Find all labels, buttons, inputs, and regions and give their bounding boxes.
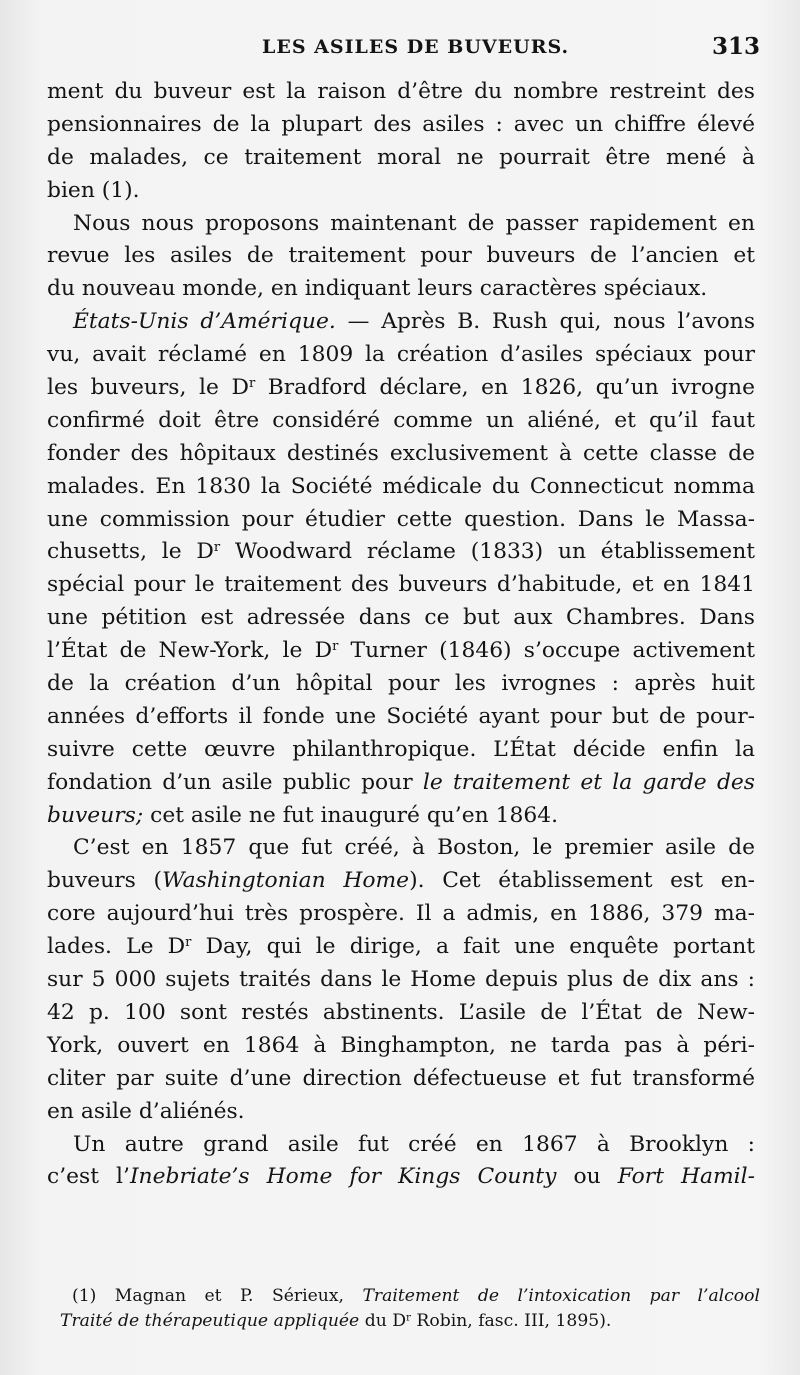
text-line-rich: buveurs (Washingtonian Home). Cet établissement est en- [47,868,756,894]
text-line: confirmé doit être considéré comme un aliéné, et qu’il faut [47,407,755,433]
text-line-rich: États-Unis d’Amérique. — Après B. Rush qui, nous l’avons [73,309,756,335]
text-line: du nouveau monde, en indiquant leurs caractères spéciaux. [47,276,708,302]
text-line-rich: chusetts, le $D^r$ Woodward réclame (1833) un établissement [47,539,755,565]
text-line: spécial pour le traitement des buveurs d’habitude, et en 1841 [47,572,755,598]
text-line-rich: l’État de New-York, le $D^r$ Turner (1846) s’occupe activement [47,638,755,664]
footnote-line: Traité de thérapeutique appliquée du $D^r$ Robin, fasc. III, 1895). [60,1311,612,1331]
text-line: Nous nous proposons maintenant de passer rapidement en [73,210,755,236]
text-line-rich: lades. Le $D^r$ Day, qui le dirige, a fait une enquête portant [47,934,756,960]
text-line: en asile d’aliénés. [47,1098,245,1124]
text-line-rich: fondation d’un asile public pour le traitement et la garde des [47,769,755,795]
page-header [0,30,800,70]
text-line-rich: les buveurs, le $D^r$ Bradford déclare, en 1826, qu’un ivrogne [47,375,755,401]
text-line: suivre cette œuvre philanthropique. L’État décide enfin la [47,736,755,762]
page-number: 313 [712,33,761,60]
text-line: une commission pour étudier cette question. Dans le Massa- [47,506,755,532]
text-line: vu, avait réclamé en 1809 la création d’asiles spéciaux pour [47,342,755,368]
text-line-rich: buveurs; cet asile ne fut inauguré qu’en 1864. [47,802,559,828]
text-line: revue les asiles de traitement pour buveurs de l’ancien et [47,243,755,269]
text-line: Un autre grand asile fut créé en 1867 à Brooklyn : [73,1131,755,1157]
text-line: ment du buveur est la raison d’être du nombre restreint des [47,79,755,104]
text-line: malades. En 1830 la Société médicale du Connecticut nomma [47,473,755,499]
text-line: sur 5 000 sujets traités dans le Home depuis plus de dix ans : [47,967,755,993]
text-line: C’est en 1857 que fut créé, à Boston, le premier asile de [73,835,755,861]
body-text [47,76,755,1194]
text-line-rich: c’est l’Inebriate’s Home for Kings County ou Fort Hamil- [47,1164,755,1190]
text-line: 42 p. 100 sont restés abstinents. L’asile de l’État de New- [47,999,755,1025]
text-line: une pétition est adressée dans ce but aux Chambres. Dans [47,605,755,631]
text-line: de la création d’un hôpital pour les ivrognes : après huit [47,671,755,697]
text-line: fonder des hôpitaux destinés exclusivement à cette classe de [47,440,755,466]
text-line: core aujourd’hui très prospère. Il a admis, en 1886, 379 ma- [47,901,755,927]
text-line: cliter par suite d’une direction défectueuse et fut transformé [47,1065,755,1091]
footnotes [60,1284,760,1334]
text-line: York, ouvert en 1864 à Binghampton, ne tarda pas à péri- [47,1032,755,1058]
text-line: bien (1). [47,177,140,203]
footnote-line: (1) Magnan et P. Sérieux, Traitement de l’intoxication par l’alcool [72,1286,761,1306]
text-line: pensionnaires de la plupart des asiles : avec un chiffre élevé [47,111,755,137]
running-title: LES ASILES DE BUVEURS. [262,36,570,58]
text-line: années d’efforts il fonde une Société ayant pour but de pour- [47,703,755,729]
text-line: de malades, ce traitement moral ne pourrait être mené à [47,144,755,170]
